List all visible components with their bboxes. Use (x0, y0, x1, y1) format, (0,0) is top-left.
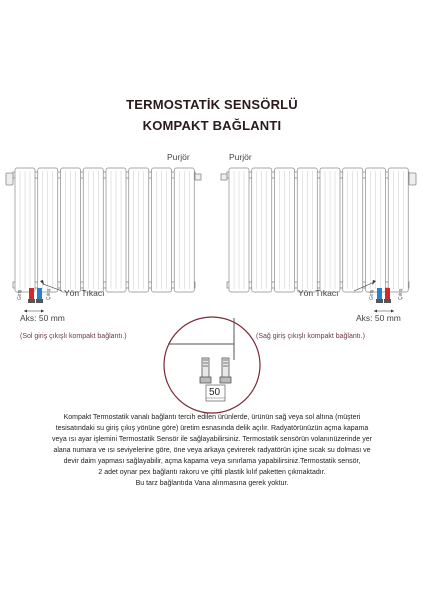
right-outlet-label: Çıkış (398, 288, 404, 300)
page-title-line2: KOMPAKT BAĞLANTI (142, 118, 282, 133)
right-axis-label: Aks: 50 mm (356, 313, 401, 323)
description-line: Kompakt Termostatik vanalı bağlantı tercih edilen ürünlerde, ürünün sağ veya sol altına (müşteri (63, 414, 361, 421)
left-caption: (Sol giriş çıkışlı kompakt bağlantı.) (20, 333, 127, 340)
left-outlet-label: Çıkış (46, 288, 52, 300)
description-line: devir daim yapması sağlayabilir, açma kapama veya sınırlama yapabilirsiniz.Termostatik sensör, (63, 458, 361, 465)
description-line: 2 adet oynar pex bağlantı rakoru ve çiftli plastik kılıf paketten çıkmaktadır. (98, 469, 326, 476)
page-title-line1: TERMOSTATİK SENSÖRLÜ (126, 97, 298, 112)
description-line: tesisatındaki su giriş çıkış yönüne göre) üretim esnasında delik açılır. Radyatörünüzün açma kapama (55, 425, 369, 432)
description-line: veya ısı ayar işlemini Termostatik Sensör ile sağlayabilirsiniz. Termostatik sensörün volanınüzerinde yer (52, 436, 372, 443)
left-axis-label: Aks: 50 mm (20, 313, 65, 323)
left-plug-label: Yön Tıkacı (64, 288, 105, 298)
right-inlet-label: Giriş (369, 289, 375, 300)
detail-circle (164, 317, 260, 413)
detail-dimension: 50 (209, 387, 221, 398)
right-caption: (Sağ giriş çıkışlı kompakt bağlantı.) (256, 333, 365, 340)
description-line: Bu tarz bağlantıda Vana alınmasına gerek yoktur. (135, 480, 289, 487)
description-line: alana numara ve ısı seviyelerine göre, öne veya arkaya çevirerek radyatörün içine sıcak su dolması ve (53, 447, 371, 454)
description-block (18, 412, 406, 489)
right-radiator (221, 168, 416, 292)
left-purge-label: Purjör (167, 152, 190, 162)
right-plug-label: Yön Tıkacı (298, 288, 339, 298)
right-purge-label: Purjör (229, 152, 252, 162)
left-inlet-label: Giriş (17, 289, 23, 300)
left-radiator (6, 168, 201, 292)
